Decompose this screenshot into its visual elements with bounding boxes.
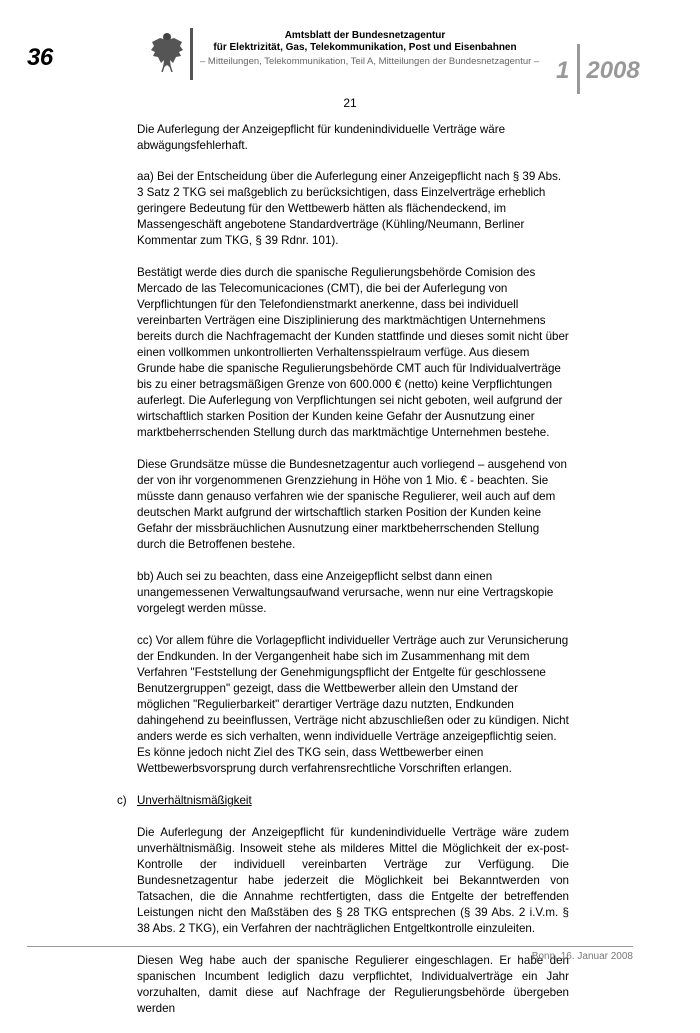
footer-date: Bonn, 16. Januar 2008 <box>531 951 633 962</box>
paragraph: Diese Grundsätze müsse die Bundesnetzagentur auch vorliegend – ausgehend von der von ihr vorgenommenen Grenzziehung in Höhe von 1 Mio. € - beachten. Sie müsste dann genauso verfahren wie der spanische Regulierer, weil auch auf dem deutschen Markt aufgrund der wirtschaftlich starken Position der Kunden keine Gefahr der missbräuchlichen Ausnutzung einer marktbeherrschenden Stellung durch die Betroffenen bestehe. <box>137 458 567 551</box>
page-number: 36 <box>27 44 53 71</box>
gazette-title-line2: für Elektrizität, Gas, Telekommunikation, Post und Eisenbahnen <box>213 42 517 53</box>
paragraph: Die Auferlegung der Anzeigepflicht für kundenindividuelle Verträge wäre abwägungsfehlerhaft. <box>137 123 506 152</box>
paragraph: bb) Auch sei zu beachten, dass eine Anzeigepflicht selbst dann einen unangemessenen Verwaltungsaufwand verursache, wenn nur eine Vertragskopie vorgelegt werden müsse. <box>137 570 554 615</box>
paragraph: Bestätigt werde dies durch die spanische Regulierungsbehörde Comision des Mercado de las Telecomunicaciones (CMT), die bei der Auferlegung von Verpflichtungen für den Telefondienstmarkt anerkenne, dass bei individuell vereinbarten Verträgen eine Disziplinierung des marktmächtigen Unternehmens bereits durch die Nachfragemacht der Kunden stattfinde und dieses somit nicht über einen vollkommen unkontrollierten Verhaltensspielraum verfüge. Aus diesem Grunde habe die spanische Regulierungsbehörde CMT auch für Individualverträge bis zu einer betragsmäßigen Grenze von 600.000 € (netto) keine Verpflichtungen auferlegt. Die Auferlegung von Verpflichtungen sei nicht geboten, weil aufgrund der wirtschaftlich starken Position der Kunden keine Gefahr der Ausnutzung einer marktbeherrschenden Stellung durch das marktmächtige Unternehmen bestehe. <box>137 266 569 439</box>
issue-number: 1 <box>556 57 570 84</box>
gazette-title <box>200 30 530 54</box>
paragraph: Diesen Weg habe auch der spanische Regulierer eingeschlagen. Er habe den spanischen Incumbent lediglich dazu verpflichtet, Individualverträge ein Jahr vorzuhalten, damit diese auf Nachfrage der Regulierungsbehörde übergeben werden <box>137 954 569 1015</box>
footer-divider <box>27 946 633 947</box>
document-body <box>117 122 569 1033</box>
paragraph: cc) Vor allem führe die Vorlagepflicht individueller Verträge auch zur Verunsicherung der Endkunden. In der Vergangenheit habe sich im Zusammenhang mit dem Verfahren "Feststellung der Genehmigungspflicht der Entgelte für geschlossene Benutzergruppen" gezeigt, dass die Wettbewerber allein den Umstand der möglichen "Regulierbarkeit" derartiger Verträge dazu nutzten, Endkunden dahingehend zu beeinflussen, Verträge nicht abzuschließen oder zu kündigen. Nicht anders werde es sich verhalten, wenn individuelle Verträge anzeigepflichtig seien. Es könne jedoch nicht Ziel des TKG sein, dass Wettbewerber einen Wettbewerbsvorsprung durch verfahrensrechtliche Vorschriften erlangen. <box>137 634 569 775</box>
header-divider <box>190 28 193 80</box>
section-number: 21 <box>343 96 357 110</box>
gazette-subtitle: – Mitteilungen, Telekommunikation, Teil A, Mitteilungen der Bundesnetzagentur – <box>200 56 540 67</box>
paragraph: aa) Bei der Entscheidung über die Auferlegung einer Anzeigepflicht nach § 39 Abs. 3 Satz 2 TKG sei maßgeblich zu berücksichtigen, dass Einzelverträge erheblich geringere Bedeutung für den Wettbewerb hätten als flächendeckend, im Massengeschäft angebotene Standardverträge (Kühling/Neumann, Berliner Kommentar zum TKG, § 39 Rdnr. 101). <box>137 170 562 247</box>
section-title: Unverhältnismäßigkeit <box>137 794 252 807</box>
issue-divider <box>577 44 580 94</box>
section-heading <box>117 793 569 809</box>
gazette-title-line1: Amtsblatt der Bundesnetzagentur <box>284 30 446 41</box>
paragraph: Die Auferlegung der Anzeigepflicht für kundenindividuelle Verträge wäre zudem unverhältnismäßig. Insoweit stehe als milderes Mittel die Möglichkeit der ex-post-Kontrolle der individuell vereinbarten Verträge zur Verfügung. Die Bundesnetzagentur habe jederzeit die Möglichkeit bei Bekanntwerden von Tatsachen, die die Annahme rechtfertigten, dass die Entgelte der betreffenden Leistungen nicht den Maßstäben des § 28 TKG entsprechen (§ 39 Abs. 2 i.V.m. § 38 Abs. 2 TKG), ein Verfahren der nachträglichen Entgeltkontrolle einzuleiten. <box>137 826 569 935</box>
section-marker: c) <box>117 794 127 807</box>
federal-eagle-icon <box>150 30 184 72</box>
issue-label <box>556 44 640 94</box>
issue-year: 2008 <box>586 57 640 84</box>
